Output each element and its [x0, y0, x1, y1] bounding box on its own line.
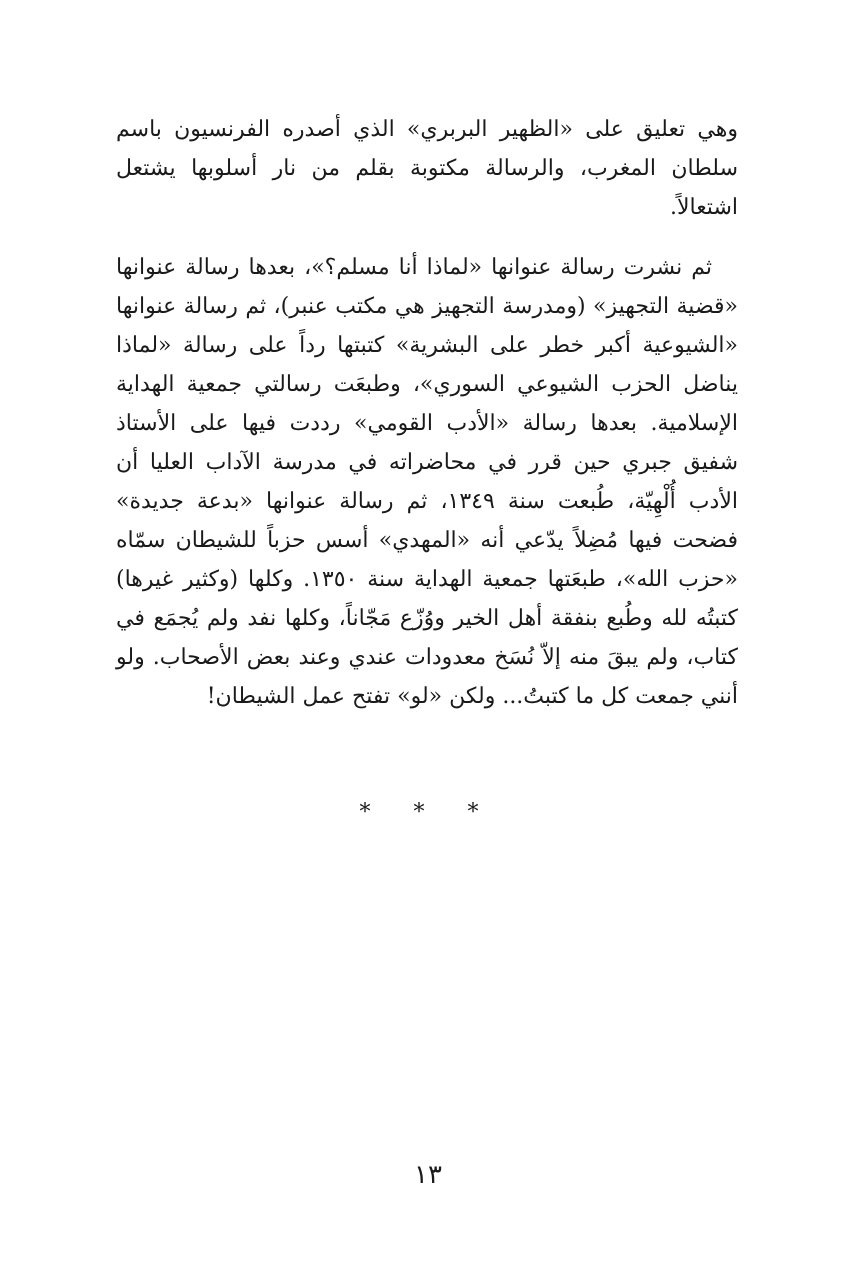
- section-separator: * * *: [359, 800, 497, 825]
- page-number: ١٣: [414, 1160, 442, 1190]
- body-paragraph-1: وهي تعليق على «الظهير البربري» الذي أصدره الفرنسيون باسم سلطان المغرب، والرسالة مكتوبة بقلم من نار أسلوبها يشتعل اشتعالاً.: [116, 117, 738, 220]
- body-paragraph-2: ثم نشرت رسالة عنوانها «لماذا أنا مسلم؟»، بعدها رسالة عنوانها «قضية التجهيز» (ومدرسة التجهيز هي مكتب عنبر)، ثم رسالة عنوانها «الشيوعية أكبر خطر على البشرية» كتبتها رداً على رسالة «لماذا يناضل الحزب الشيوعي السوري»، وطبعَت رسالتي جمعية الهداية الإسلامية. بعدها رسالة «الأدب القومي» رددت فيها على الأستاذ شفيق جبري حين قرر في محاضراته في مدرسة الآداب العليا أن الأدب أُلْهِيّة، طُبعت سنة ١٣٤٩، ثم رسالة عنوانها «بدعة جديدة» فضحت فيها مُضِلاً يدّعي أنه «المهدي» أسس حزباً للشيطان سمّاه «حزب الله»، طبعَتها جمعية الهداية سنة ١٣٥٠. وكلها (وكثير غيرها) كتبتُه لله وطُبع بنفقة أهل الخير ووُزّع مَجّاناً، وكلها نفد ولم يُجمَع في كتاب، ولم يبقَ منه إلاّ نُسَخ معدودات عندي وعند بعض الأصحاب. ولو أنني جمعت كل ما كتبتُ... ولكن «لو» تفتح عمل الشيطان!: [116, 255, 738, 709]
